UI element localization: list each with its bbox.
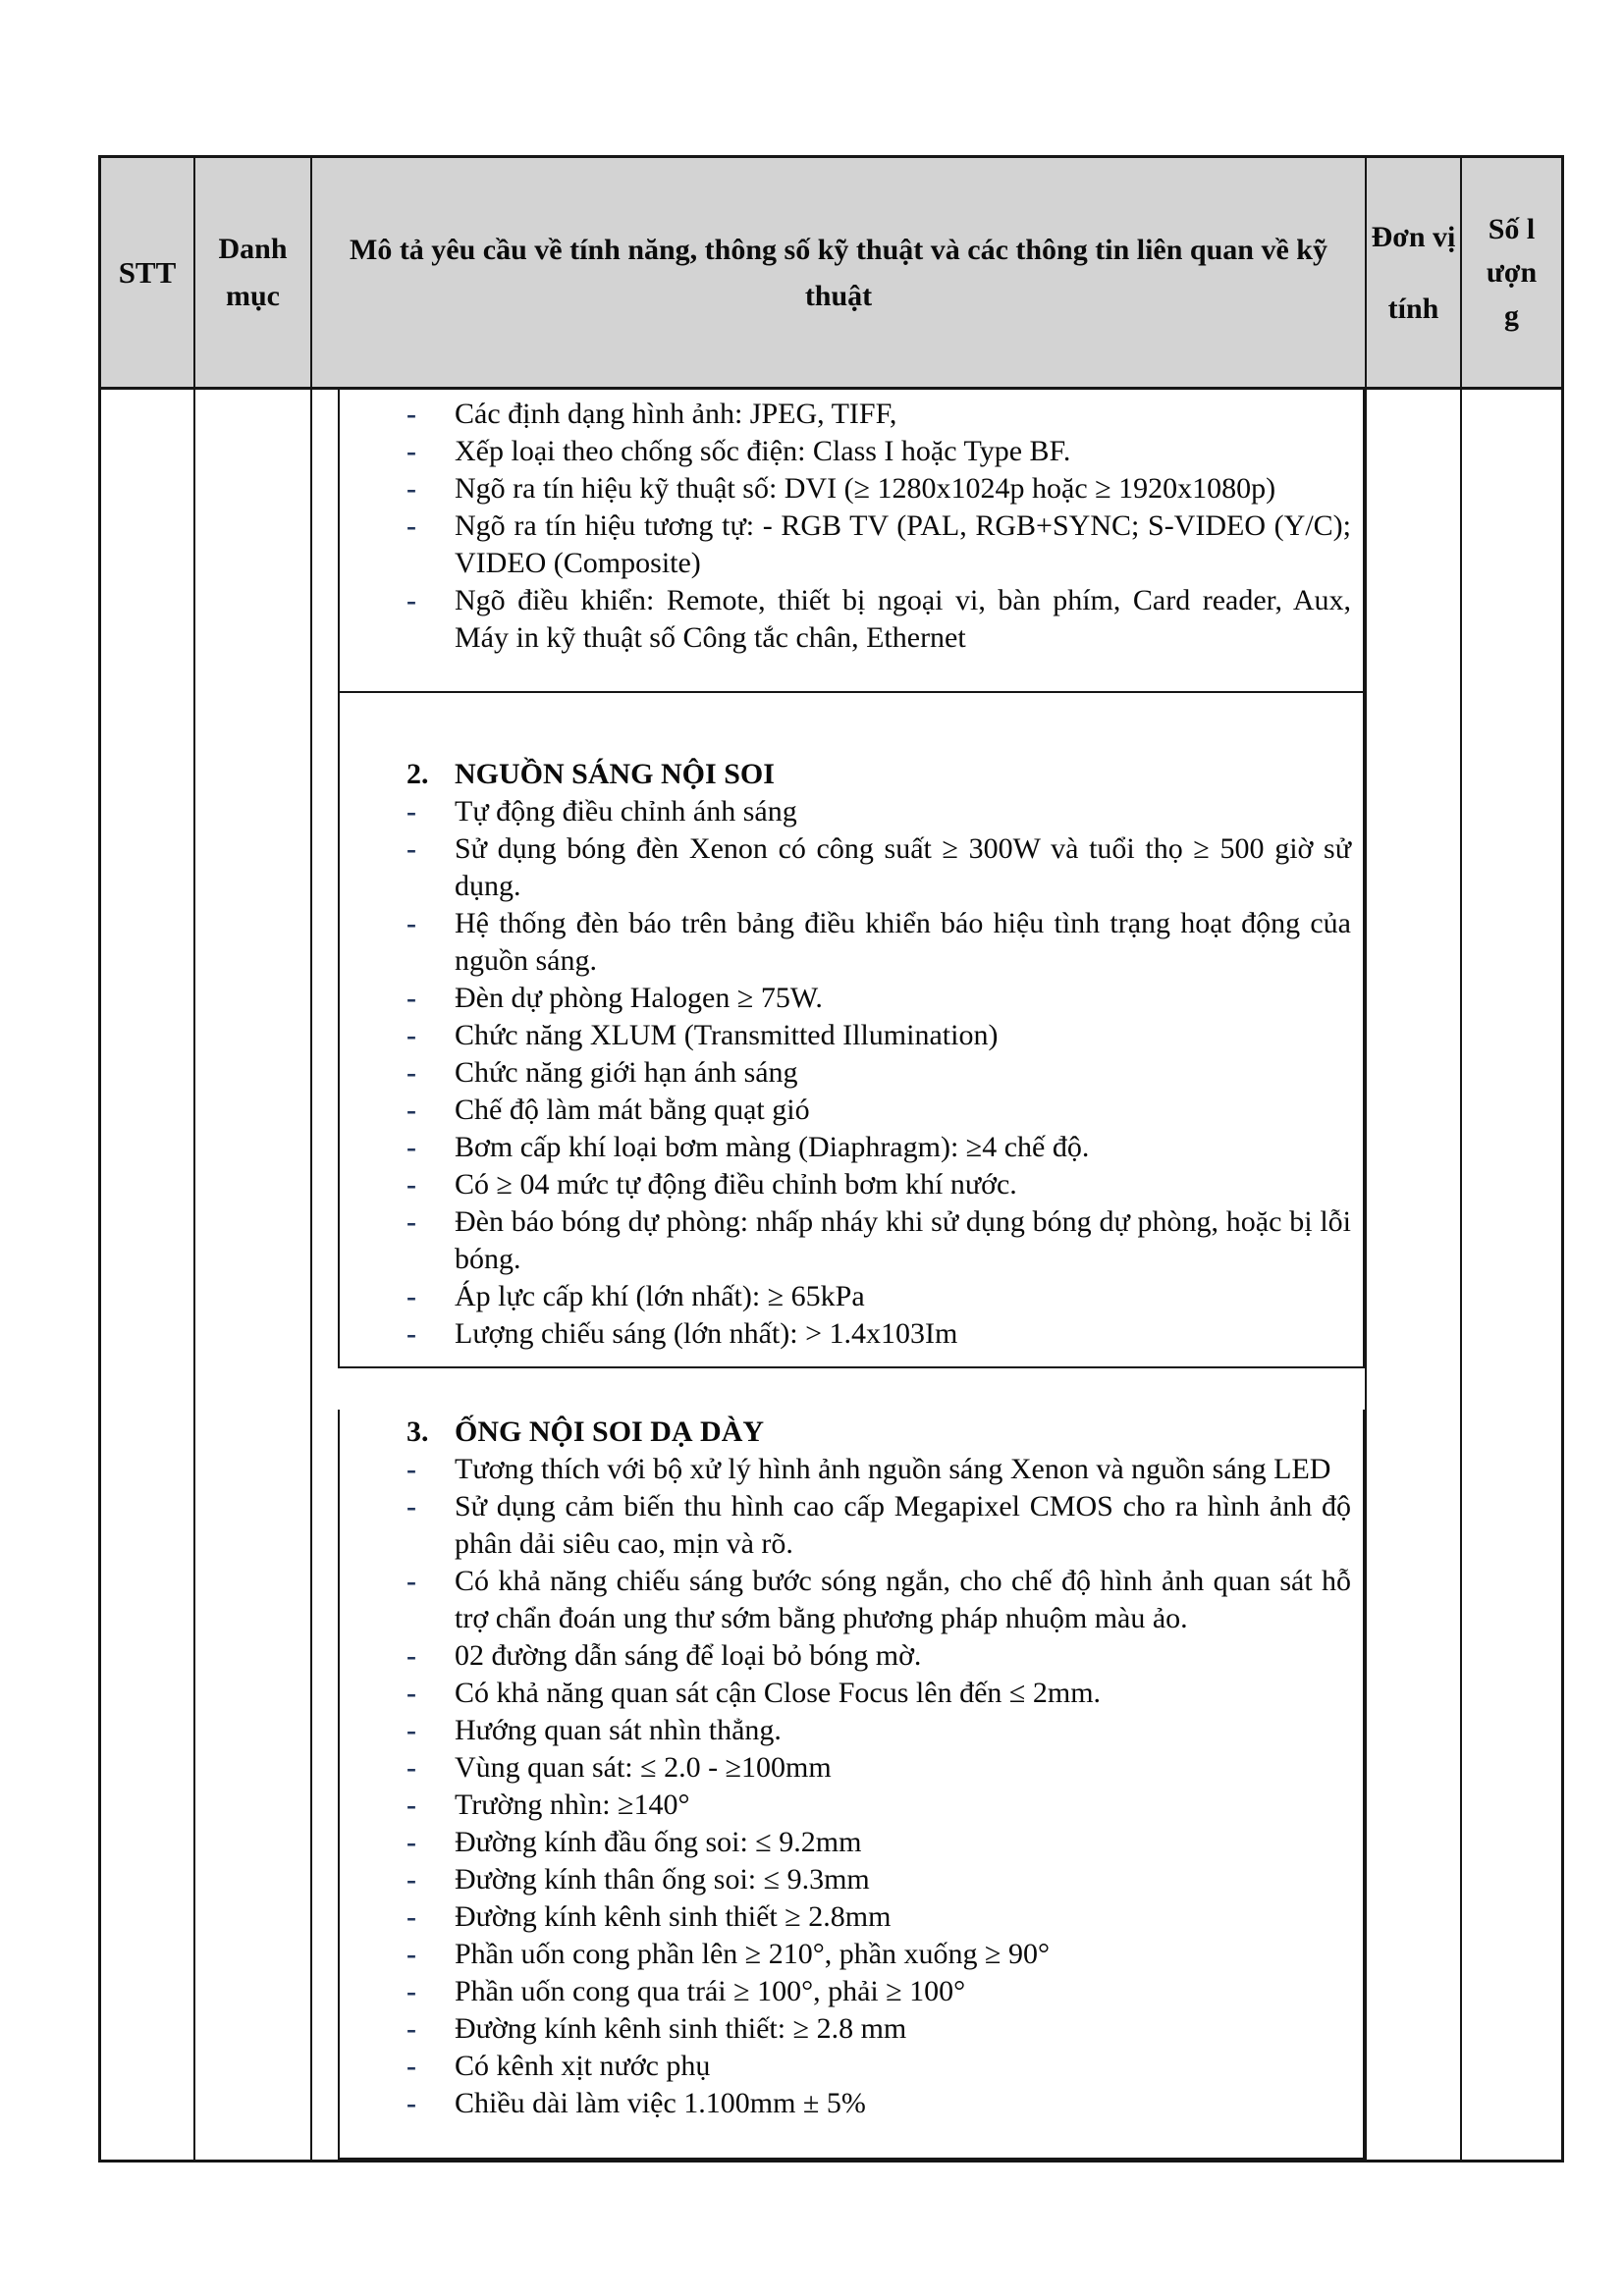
bullet-dash: - (406, 1751, 416, 1784)
spec-item-text: Sử dụng bóng đèn Xenon có công suất ≥ 300W và tuổi thọ ≥ 500 giờ sử dụng. (455, 832, 1351, 902)
header-label-mo-ta: Mô tả yêu cầu về tính năng, thông số kỹ thuật và các thông tin liên quan về kỹ thuật (350, 233, 1327, 312)
header-cell-stt (101, 158, 195, 387)
spec-item-text: Tự động điều chỉnh ánh sáng (455, 795, 797, 828)
bullet-dash: - (406, 509, 416, 542)
spec-item (340, 1129, 1363, 1166)
spec-item (340, 1861, 1363, 1898)
bullet-dash: - (406, 1131, 416, 1163)
spec-item-text: Ngõ ra tín hiệu tương tự: - RGB TV (PAL, RGB+SYNC; S-VIDEO (Y/C); VIDEO (Composite) (455, 509, 1351, 579)
section2-items (340, 793, 1363, 1353)
spec-item-text: Đèn báo bóng dự phòng: nhấp nháy khi sử dụng bóng dự phòng, hoặc bị lỗi bóng. (455, 1205, 1351, 1275)
spec-item (340, 1973, 1363, 2010)
spec-item (340, 582, 1363, 657)
spec-item-text: Phần uốn cong phần lên ≥ 210°, phần xuống ≥ 90° (455, 1938, 1051, 1970)
bullet-dash: - (406, 982, 416, 1014)
bullet-dash: - (406, 1826, 416, 1858)
body-cell-stt (101, 390, 195, 2160)
bullet-dash: - (406, 435, 416, 467)
spec-item-text: Có khả năng chiếu sáng bước sóng ngắn, cho chế độ hình ảnh quan sát hỗ trợ chẩn đoán ung thư sớm bằng phương pháp nhuộm màu ảo. (455, 1565, 1351, 1634)
bullet-dash: - (406, 2050, 416, 2082)
spec-item (340, 1898, 1363, 1936)
header-label-stt: STT (118, 254, 177, 290)
table-header-row (101, 158, 1561, 390)
bullet-dash: - (406, 1056, 416, 1089)
spec-item (340, 1637, 1363, 1675)
bullet-dash: - (406, 472, 416, 505)
section3-items (340, 1451, 1363, 2122)
spec-item (340, 980, 1363, 1017)
bullet-dash: - (406, 1900, 416, 1933)
spec-item-text: Vùng quan sát: ≤ 2.0 - ≥100mm (455, 1751, 832, 1784)
spec-item-text: Tương thích với bộ xử lý hình ảnh nguồn sáng Xenon và nguồn sáng LED (455, 1453, 1331, 1485)
bullet-dash: - (406, 1975, 416, 2007)
header-cell-mo-ta (312, 158, 1367, 387)
spec-item (340, 470, 1363, 507)
spec-item-text: 02 đường dẫn sáng để loại bỏ bóng mờ. (455, 1639, 922, 1672)
spec-item-text: Áp lực cấp khí (lớn nhất): ≥ 65kPa (455, 1280, 865, 1312)
body-cell-description (312, 390, 1367, 2160)
spec-item (340, 1054, 1363, 1092)
section2-title: NGUỒN SÁNG NỘI SOI (455, 758, 775, 790)
spec-item (340, 1203, 1363, 1278)
spec-item (340, 793, 1363, 830)
spec-item (340, 2010, 1363, 2048)
spec-item (340, 905, 1363, 980)
bullet-dash: - (406, 398, 416, 430)
body-cell-danh-muc (195, 390, 312, 2160)
spec-item (340, 1278, 1363, 1315)
header-cell-don-vi-tinh (1367, 158, 1462, 387)
bullet-dash: - (406, 584, 416, 616)
bullet-dash: - (406, 907, 416, 939)
spec-item-text: Xếp loại theo chống sốc điện: Class I hoặc Type BF. (455, 435, 1071, 467)
bullet-dash: - (406, 1714, 416, 1746)
table-body-row (101, 390, 1561, 2160)
bullet-dash: - (406, 1938, 416, 1970)
bullet-dash: - (406, 1677, 416, 1709)
bullet-dash: - (406, 1639, 416, 1672)
spec-item (340, 1563, 1363, 1637)
bullet-dash: - (406, 1490, 416, 1522)
spec-item-text: Chức năng XLUM (Transmitted Illumination) (455, 1019, 999, 1051)
bullet-dash: - (406, 1789, 416, 1821)
bullet-dash: - (406, 832, 416, 865)
bullet-dash: - (406, 1280, 416, 1312)
spec-item-text: Trường nhìn: ≥140° (455, 1789, 690, 1821)
spec-item-text: Các định dạng hình ảnh: JPEG, TIFF, (455, 398, 897, 430)
bullet-dash: - (406, 2087, 416, 2119)
spec-item-text: Có ≥ 04 mức tự động điều chỉnh bơm khí nước. (455, 1168, 1017, 1201)
spec-item-text: Đường kính đầu ống soi: ≤ 9.2mm (455, 1826, 862, 1858)
spec-item-text: Ngõ ra tín hiệu kỹ thuật số: DVI (≥ 1280x1024p hoặc ≥ 1920x1080p) (455, 472, 1276, 505)
spec-item (340, 1488, 1363, 1563)
bullet-dash: - (406, 1168, 416, 1201)
bullet-dash: - (406, 1019, 416, 1051)
spec-item (340, 1017, 1363, 1054)
spec-item (340, 1166, 1363, 1203)
section3-title: ỐNG NỘI SOI DẠ DÀY (455, 1415, 765, 1448)
spec-item (340, 1315, 1363, 1353)
header-label-danh-muc: Danh mục (218, 232, 288, 312)
spec-item (340, 396, 1363, 433)
spec-table (98, 155, 1564, 2163)
spec-item-text: Hướng quan sát nhìn thẳng. (455, 1714, 782, 1746)
spec-item-text: Phần uốn cong qua trái ≥ 100°, phải ≥ 100° (455, 1975, 966, 2007)
bullet-dash: - (406, 1094, 416, 1126)
spec-item-text: Chiều dài làm việc 1.100mm ± 5% (455, 2087, 866, 2119)
spec-box-section3 (338, 1410, 1365, 2160)
spec-item (340, 1824, 1363, 1861)
spec-item-text: Chế độ làm mát bằng quạt gió (455, 1094, 810, 1126)
spec-item-text: Bơm cấp khí loại bơm màng (Diaphragm): ≥4 chế độ. (455, 1131, 1090, 1163)
header-cell-danh-muc (195, 158, 312, 387)
spec-item (340, 2085, 1363, 2122)
spec-item-text: Có khả năng quan sát cận Close Focus lên đến ≤ 2mm. (455, 1677, 1102, 1709)
spec-item (340, 507, 1363, 582)
spec-item-text: Ngõ điều khiển: Remote, thiết bị ngoại vi, bàn phím, Card reader, Aux, Máy in kỹ thuật số Công tắc chân, Ethernet (455, 584, 1351, 654)
bullet-dash: - (406, 2012, 416, 2045)
body-cell-don-vi-tinh (1367, 390, 1462, 2160)
spec-item (340, 433, 1363, 470)
spec-item-text: Đường kính thân ống soi: ≤ 9.3mm (455, 1863, 870, 1896)
section2-heading (340, 756, 1363, 793)
spec-item (340, 1787, 1363, 1824)
spec-item (340, 1451, 1363, 1488)
header-label-so-luong: Số lượng (1486, 212, 1538, 332)
header-label-don-vi-tinh: Đơn vị tính (1371, 220, 1456, 325)
bullet-dash: - (406, 1317, 416, 1350)
spec-item-text: Lượng chiếu sáng (lớn nhất): > 1.4x103Im (455, 1317, 958, 1350)
bullet-dash: - (406, 795, 416, 828)
spec-item (340, 1092, 1363, 1129)
spec-item (340, 1936, 1363, 1973)
bullet-dash: - (406, 1863, 416, 1896)
section2-number: 2. (406, 758, 429, 790)
spec-item-text: Hệ thống đèn báo trên bảng điều khiển báo hiệu tình trạng hoạt động của nguồn sáng. (455, 907, 1351, 977)
bullet-dash: - (406, 1565, 416, 1597)
spec-item (340, 1712, 1363, 1749)
bullet-dash: - (406, 1453, 416, 1485)
bullet-dash: - (406, 1205, 416, 1238)
spec-item-text: Đường kính kênh sinh thiết ≥ 2.8mm (455, 1900, 892, 1933)
spec-item-text: Có kênh xịt nước phụ (455, 2050, 711, 2082)
spec-item (340, 830, 1363, 905)
section3-heading (340, 1414, 1363, 1451)
body-cell-so-luong (1462, 390, 1561, 2160)
spec-item-text: Đèn dự phòng Halogen ≥ 75W. (455, 982, 823, 1014)
spec-item-text: Chức năng giới hạn ánh sáng (455, 1056, 798, 1089)
spec-item (340, 1675, 1363, 1712)
section3-number: 3. (406, 1415, 429, 1448)
spec-item-text: Sử dụng cảm biến thu hình cao cấp Megapixel CMOS cho ra hình ảnh độ phân dải siêu cao, mịn và rõ. (455, 1490, 1351, 1560)
header-cell-so-luong (1462, 158, 1561, 387)
spec-box-section2 (338, 693, 1365, 1368)
spec-box-intro (338, 390, 1365, 693)
spec-item (340, 2048, 1363, 2085)
spec-item (340, 1749, 1363, 1787)
spec-item-text: Đường kính kênh sinh thiết: ≥ 2.8 mm (455, 2012, 907, 2045)
